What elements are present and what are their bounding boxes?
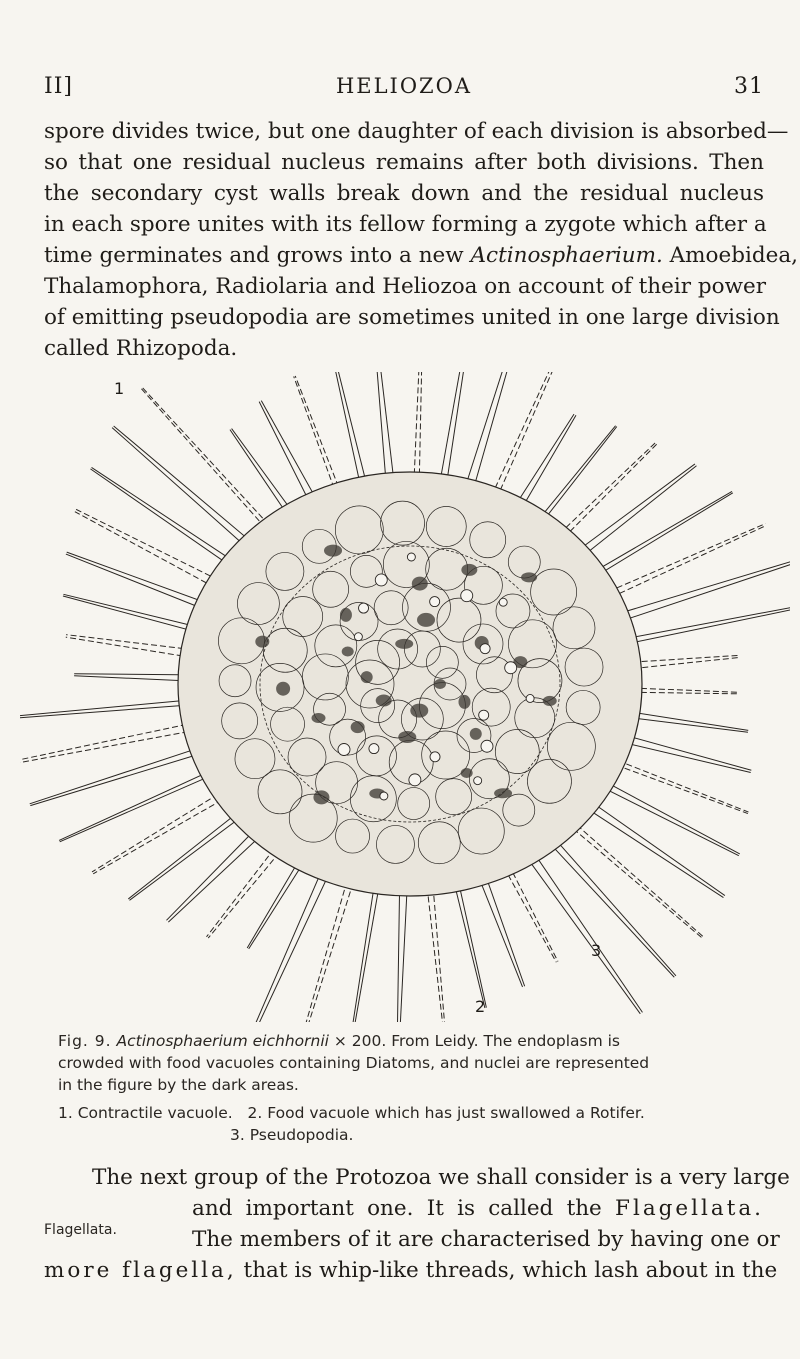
- nucleus: [276, 682, 290, 696]
- small-vacuole: [375, 574, 387, 586]
- figure-caption: [58, 1030, 764, 1096]
- actinosphaerium-illustration: [20, 372, 790, 1022]
- pseudopodium: [471, 372, 522, 496]
- small-vacuole: [354, 633, 362, 641]
- small-vacuole: [461, 590, 473, 602]
- pseudopodium: [592, 524, 766, 599]
- running-title: HELIOZOA: [335, 74, 473, 98]
- pseudopodium: [529, 846, 642, 1012]
- nucleus: [417, 613, 435, 627]
- nucleus: [395, 639, 413, 649]
- pseudopodium: [595, 525, 766, 604]
- caption-text: crowded with food vacuoles containing Diatoms, and nuclei are represented: [58, 1054, 650, 1072]
- nucleus: [461, 564, 477, 576]
- caption-text: in the figure by the dark areas.: [58, 1076, 299, 1094]
- nucleus: [340, 608, 352, 622]
- pseudopodium: [20, 721, 204, 763]
- chapter-number: II]: [44, 74, 73, 99]
- nucleus: [351, 721, 365, 733]
- text-line: [44, 1193, 764, 1224]
- nucleus: [521, 572, 537, 582]
- pseudopodium: [568, 464, 695, 558]
- nucleus: [461, 768, 473, 778]
- nucleus: [324, 545, 342, 557]
- nucleus: [313, 790, 329, 804]
- nucleus: [342, 647, 354, 657]
- legend-line: 1. Contractile vacuole. 2. Food vacuole which has just swallowed a Rotifer.: [58, 1104, 645, 1122]
- nucleus: [470, 728, 482, 740]
- nucleus: [311, 713, 325, 723]
- small-vacuole: [430, 752, 440, 762]
- small-vacuole: [430, 597, 440, 607]
- pseudopodium: [397, 877, 399, 1022]
- nucleus: [458, 695, 470, 709]
- pseudopodium: [463, 372, 520, 494]
- pseudopodium: [573, 466, 696, 564]
- figure-number: Fig. 9.: [58, 1032, 112, 1050]
- page-number: 31: [734, 74, 764, 99]
- pseudopodium: [545, 827, 676, 976]
- figure-label-2: 2: [475, 997, 486, 1016]
- small-vacuole: [480, 644, 490, 654]
- pseudopodium: [251, 865, 333, 1022]
- pseudopodium: [20, 728, 206, 765]
- nucleus: [376, 694, 392, 706]
- nucleus: [434, 679, 446, 689]
- text-line: [44, 1255, 778, 1286]
- small-vacuole: [481, 740, 493, 752]
- species-name: Actinosphaerium eichhornii: [116, 1032, 329, 1050]
- pseudopodium: [539, 832, 674, 977]
- pseudopodium: [608, 560, 790, 616]
- caption-text: From Leidy. The endoplasm is: [391, 1032, 621, 1050]
- pseudopodium: [114, 426, 262, 550]
- text-line: The members of it are characterised by having one or: [192, 1227, 780, 1252]
- nucleus: [255, 636, 269, 648]
- text-line: [44, 240, 799, 271]
- margin-note: Flagellata.: [44, 1222, 117, 1238]
- term-flagella: more flagella,: [44, 1258, 237, 1283]
- pseudopodium: [400, 877, 408, 1022]
- small-vacuole: [499, 598, 507, 606]
- nucleus: [410, 704, 428, 718]
- pseudopodium: [248, 862, 325, 1022]
- pseudopodium: [112, 428, 256, 556]
- pseudopodium: [92, 785, 234, 872]
- small-vacuole: [338, 744, 350, 756]
- small-vacuole: [359, 603, 369, 613]
- legend-line: 3. Pseudopodia.: [230, 1126, 354, 1144]
- text-line: so that one residual nucleus remains after both divisions. Then: [44, 150, 764, 175]
- pseudopodium: [168, 830, 267, 922]
- pseudopodium: [93, 791, 237, 874]
- figure-label-1: 1: [114, 379, 125, 398]
- figure-label-3: 3: [591, 941, 602, 960]
- text-line: the secondary cyst walls break down and the residual nucleus: [44, 181, 764, 206]
- figure-legend: [58, 1102, 764, 1146]
- text-segment: Amoebidea,: [662, 243, 799, 268]
- paragraph-1: [44, 116, 799, 364]
- text-segment: time germinates and grows into a new: [44, 243, 471, 268]
- pseudopodium: [583, 796, 725, 896]
- small-vacuole: [409, 774, 421, 786]
- small-vacuole: [505, 662, 517, 674]
- text-line: Thalamophora, Radiolaria and Heliozoa on account of their power: [44, 274, 766, 299]
- genus-name: Actinosphaerium.: [470, 243, 663, 268]
- text-line: spore divides twice, but one daughter of each division is absorbed—: [44, 119, 789, 144]
- pseudopodium: [578, 803, 724, 898]
- text-segment: and important one. It is called the: [192, 1196, 616, 1221]
- term-flagellata: Flagellata.: [615, 1196, 764, 1221]
- small-vacuole: [526, 694, 534, 702]
- text-line: The next group of the Protozoa we shall consider is a very large: [92, 1165, 790, 1190]
- nucleus: [412, 577, 428, 591]
- text-line: in each spore unites with its fellow forming a zygote which after a: [44, 212, 767, 237]
- pseudopodium: [166, 824, 260, 920]
- nucleus: [494, 788, 512, 798]
- small-vacuole: [380, 792, 388, 800]
- text-segment: that is whip-like threads, which lash about in the: [236, 1258, 778, 1283]
- text-line: of emitting pseudopodia are sometimes united in one large division: [44, 305, 780, 330]
- text-line: called Rhizopoda.: [44, 336, 238, 361]
- small-vacuole: [369, 744, 379, 754]
- pseudopodium: [75, 512, 222, 592]
- nucleus: [361, 671, 373, 683]
- small-vacuole: [474, 777, 482, 785]
- pseudopodium: [76, 509, 226, 584]
- magnification: × 200.: [333, 1032, 387, 1050]
- small-vacuole: [407, 553, 415, 561]
- nucleus: [543, 696, 557, 706]
- running-header: [44, 74, 764, 104]
- paragraph-2: [44, 1162, 790, 1286]
- nucleus: [398, 731, 416, 743]
- small-vacuole: [479, 710, 489, 720]
